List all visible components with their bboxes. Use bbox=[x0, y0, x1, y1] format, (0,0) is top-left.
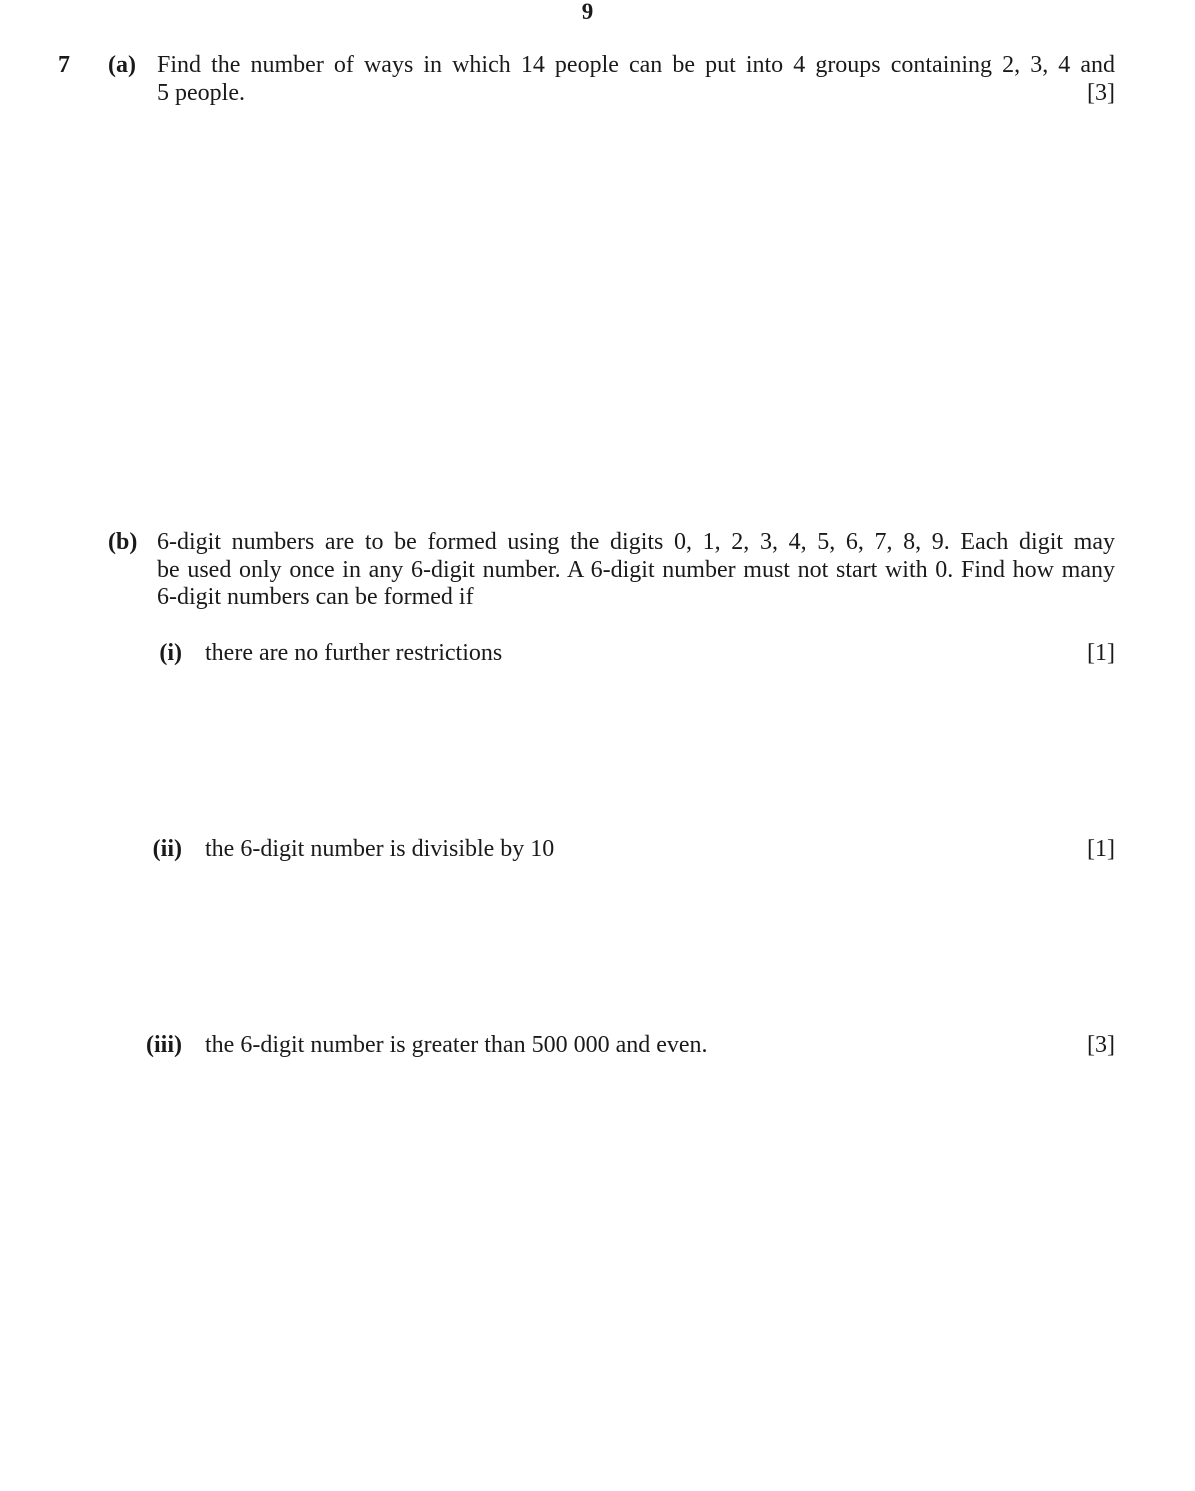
question-number: 7 bbox=[58, 52, 70, 78]
subpart-i-text: there are no further restrictions bbox=[205, 640, 503, 666]
part-b-line-3: 6-digit numbers can be formed if bbox=[157, 584, 474, 610]
subpart-ii-text: the 6-digit number is divisible by 10 bbox=[205, 836, 555, 862]
subpart-ii-label: (ii) bbox=[152, 836, 182, 862]
subpart-i-marks: [1] bbox=[1087, 640, 1115, 666]
part-b-label: (b) bbox=[108, 529, 138, 555]
subpart-i-label: (i) bbox=[159, 640, 182, 666]
part-b-line-1: 6-digit numbers are to be formed using the digits 0, 1, 2, 3, 4, 5, 6, 7, 8, 9. Each digit may bbox=[157, 529, 1115, 555]
part-a-marks: [3] bbox=[1087, 80, 1115, 106]
part-a-line-1: Find the number of ways in which 14 people can be put into 4 groups containing 2, 3, 4 and bbox=[157, 52, 1115, 78]
subpart-iii-text: the 6-digit number is greater than 500 000 and even. bbox=[205, 1032, 708, 1058]
page-number: 9 bbox=[581, 0, 594, 24]
part-a-label: (a) bbox=[108, 52, 136, 78]
part-b-line-2: be used only once in any 6-digit number. A 6-digit number must not start with 0. Find how many bbox=[157, 557, 1115, 583]
subpart-iii-marks: [3] bbox=[1087, 1032, 1115, 1058]
subpart-ii-marks: [1] bbox=[1087, 836, 1115, 862]
subpart-iii-label: (iii) bbox=[146, 1032, 182, 1058]
part-a-line-2: 5 people. bbox=[157, 80, 245, 106]
